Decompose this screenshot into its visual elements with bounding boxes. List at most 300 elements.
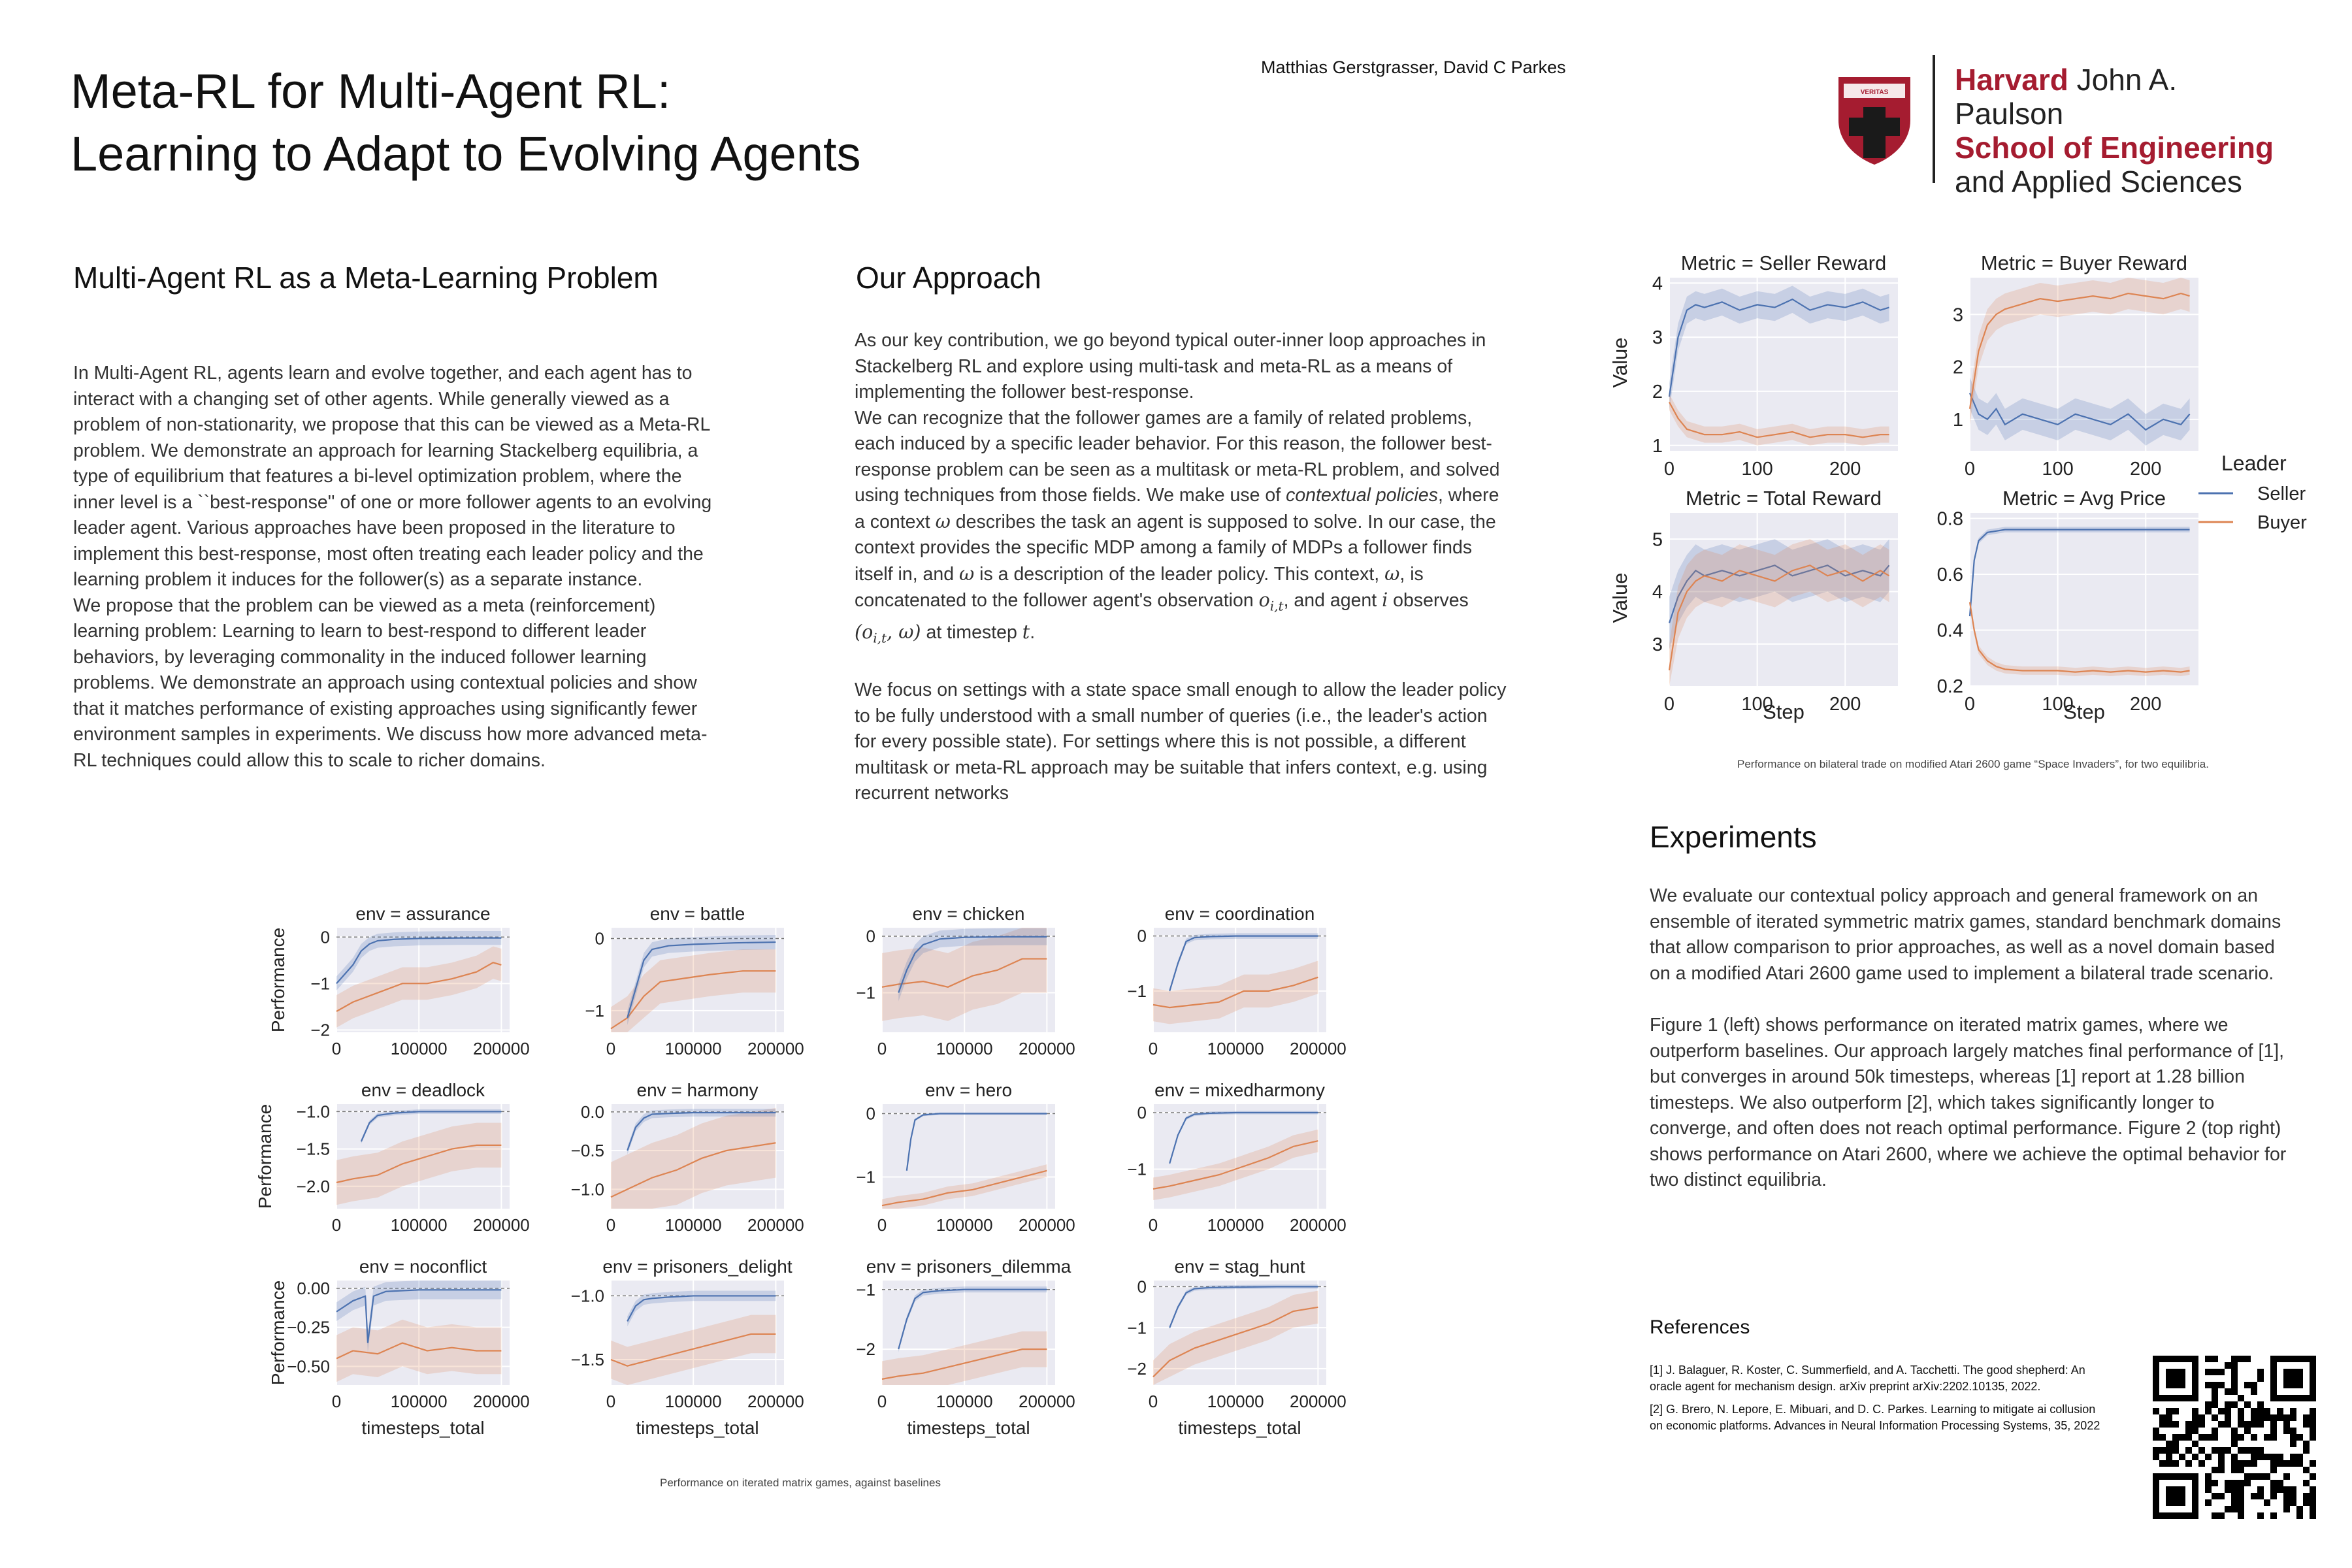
- logo-divider: [1933, 55, 1935, 183]
- qr-module: [2296, 1506, 2303, 1512]
- qr-module: [2238, 1512, 2244, 1519]
- x-tick-label: 200: [1829, 459, 1861, 480]
- qr-module: [2238, 1499, 2244, 1506]
- qr-module: [2310, 1486, 2316, 1493]
- qr-module: [2212, 1369, 2218, 1375]
- qr-module: [2225, 1486, 2231, 1493]
- x-tick-label: 0: [1148, 1039, 1158, 1058]
- qr-module: [2205, 1408, 2212, 1414]
- qr-module: [2257, 1421, 2264, 1428]
- panel-title: env = battle: [649, 904, 745, 924]
- qr-module: [2251, 1421, 2257, 1428]
- qr-module: [2166, 1414, 2172, 1421]
- y-tick-label: −0.5: [570, 1141, 604, 1161]
- y-axis-label: Performance: [268, 927, 288, 1033]
- qr-module: [2218, 1421, 2225, 1428]
- x-axis-label: Step: [2063, 700, 2105, 723]
- qr-module: [2238, 1434, 2244, 1441]
- qr-module: [2264, 1473, 2270, 1480]
- qr-module: [2212, 1447, 2218, 1454]
- qr-module: [2251, 1434, 2257, 1441]
- y-tick-label: 0: [866, 926, 875, 947]
- qr-finder: [2166, 1486, 2185, 1506]
- qr-module: [2153, 1454, 2159, 1460]
- qr-module: [2310, 1414, 2316, 1421]
- qr-module: [2205, 1486, 2212, 1493]
- qr-module: [2192, 1441, 2198, 1447]
- y-tick-label: 0: [320, 927, 330, 947]
- qr-module: [2277, 1486, 2283, 1493]
- qr-module: [2212, 1434, 2218, 1441]
- qr-module: [2192, 1421, 2198, 1428]
- qr-module: [2225, 1506, 2231, 1512]
- chart-panel: [1127, 1256, 1346, 1411]
- x-tick-label: 0: [877, 1392, 887, 1411]
- x-tick-label: 200000: [1289, 1392, 1347, 1411]
- qr-module: [2225, 1480, 2231, 1486]
- qr-module: [2264, 1454, 2270, 1460]
- x-tick-label: 100000: [1207, 1039, 1264, 1058]
- qr-module: [2257, 1408, 2264, 1414]
- logo-paulson: John A. Paulson: [1955, 63, 2178, 131]
- qr-module: [2238, 1395, 2244, 1401]
- chart-panel: [571, 1256, 804, 1411]
- x-axis-label: timesteps_total: [361, 1418, 485, 1438]
- x-tick-label: 200: [1829, 694, 1861, 715]
- qr-module: [2244, 1356, 2251, 1362]
- y-axis-label: Value: [1609, 337, 1631, 388]
- y-tick-label: 1: [1652, 435, 1663, 457]
- y-tick-label: −0.50: [287, 1356, 330, 1377]
- qr-module: [2231, 1388, 2238, 1395]
- qr-module: [2212, 1401, 2218, 1408]
- qr-module: [2172, 1441, 2179, 1447]
- x-tick-label: 0: [877, 1039, 887, 1058]
- x-tick-label: 200000: [1289, 1215, 1347, 1235]
- qr-module: [2283, 1414, 2290, 1421]
- qr-module: [2212, 1512, 2218, 1519]
- qr-module: [2283, 1473, 2290, 1480]
- x-tick-label: 200000: [747, 1392, 804, 1411]
- qr-module: [2296, 1460, 2303, 1467]
- qr-module: [2231, 1480, 2238, 1486]
- y-tick-label: −1.5: [570, 1350, 604, 1370]
- references-list: [1650, 1362, 2100, 1434]
- qr-module: [2205, 1369, 2212, 1375]
- qr-module: [2290, 1414, 2296, 1421]
- qr-module: [2277, 1460, 2283, 1467]
- x-tick-label: 0: [877, 1215, 887, 1235]
- qr-module: [2310, 1434, 2316, 1441]
- x-tick-label: 0: [331, 1039, 342, 1058]
- panel-title: env = noconflict: [359, 1256, 487, 1277]
- y-tick-label: 1: [1952, 409, 1963, 431]
- qr-module: [2238, 1447, 2244, 1454]
- qr-module: [2218, 1382, 2225, 1388]
- qr-module: [2244, 1421, 2251, 1428]
- qr-module: [2153, 1428, 2159, 1434]
- qr-module: [2257, 1375, 2264, 1382]
- x-tick-label: 0: [1964, 694, 1976, 715]
- qr-module: [2290, 1499, 2296, 1506]
- plot-area: [1970, 513, 2198, 686]
- x-tick-label: 0: [1964, 459, 1976, 480]
- x-tick-label: 0: [1148, 1392, 1158, 1411]
- qr-module: [2290, 1493, 2296, 1499]
- qr-module: [2238, 1421, 2244, 1428]
- x-tick-label: 100000: [936, 1039, 993, 1058]
- y-tick-label: 0.6: [1936, 564, 1963, 586]
- qr-module: [2257, 1454, 2264, 1460]
- y-tick-label: −1: [1127, 1318, 1147, 1338]
- y-tick-label: −1: [585, 1000, 604, 1021]
- qr-module: [2172, 1408, 2179, 1414]
- qr-module: [2198, 1460, 2205, 1467]
- x-tick-label: 100000: [936, 1392, 993, 1411]
- reference-item: [1] J. Balaguer, R. Koster, C. Summerfield, and A. Tacchetti. The good shepherd: An oracle agent for mechanism design. arXiv preprint arXiv:2202.10135, 2022.: [1650, 1364, 2085, 1393]
- bilateral-trade-figure: [1607, 248, 2326, 738]
- qr-module: [2277, 1414, 2283, 1421]
- y-axis-label: Performance: [268, 1280, 288, 1386]
- matrix-figure-caption: Performance on iterated matrix games, against baselines: [660, 1477, 941, 1489]
- qr-module: [2251, 1447, 2257, 1454]
- chart-panel: [1127, 1080, 1346, 1235]
- qr-module: [2257, 1512, 2264, 1519]
- qr-module: [2166, 1408, 2172, 1414]
- qr-module: [2231, 1486, 2238, 1493]
- chart-panel: [1937, 487, 2198, 715]
- qr-module: [2192, 1454, 2198, 1460]
- trade-figure-caption: Performance on bilateral trade on modified Atari 2600 game “Space Invaders”, for two equilibria.: [1737, 758, 2209, 770]
- qr-module: [2225, 1362, 2231, 1369]
- chart-panel: [1127, 904, 1346, 1058]
- qr-module: [2244, 1401, 2251, 1408]
- panel-title: env = chicken: [912, 904, 1025, 924]
- shield-motto: VERITAS: [1860, 89, 1889, 96]
- qr-module: [2303, 1499, 2310, 1506]
- qr-module: [2244, 1382, 2251, 1388]
- qr-module: [2192, 1414, 2198, 1421]
- x-tick-label: 100000: [390, 1392, 448, 1411]
- x-tick-label: 0: [1663, 694, 1675, 715]
- x-tick-label: 0: [606, 1039, 616, 1058]
- qr-module: [2218, 1408, 2225, 1414]
- x-tick-label: 0: [606, 1215, 616, 1235]
- qr-module: [2244, 1460, 2251, 1467]
- qr-module: [2310, 1428, 2316, 1434]
- qr-module: [2310, 1473, 2316, 1480]
- qr-module: [2251, 1388, 2257, 1395]
- qr-module: [2231, 1460, 2238, 1467]
- qr-module: [2238, 1480, 2244, 1486]
- qr-module: [2290, 1408, 2296, 1414]
- y-tick-label: −1: [856, 983, 875, 1003]
- x-tick-label: 200000: [1018, 1039, 1075, 1058]
- legend-label-Buyer: Buyer: [2257, 512, 2307, 533]
- y-tick-label: 4: [1652, 273, 1663, 295]
- x-axis-label: timesteps_total: [1178, 1418, 1301, 1438]
- qr-module: [2270, 1467, 2277, 1473]
- qr-module: [2238, 1493, 2244, 1499]
- section2-para1: As our key contribution, we go beyond typical outer-inner loop approaches in Stackelberg RL and explore using multi-task and meta-RL as a means of implementing the follower best-response.: [855, 330, 1486, 402]
- qr-module: [2218, 1493, 2225, 1499]
- qr-module: [2283, 1486, 2290, 1493]
- qr-module: [2172, 1447, 2179, 1454]
- x-tick-label: 200000: [747, 1039, 804, 1058]
- x-tick-label: 100000: [664, 1215, 722, 1235]
- qr-module: [2231, 1493, 2238, 1499]
- y-tick-label: −1.5: [296, 1139, 330, 1159]
- qr-module: [2212, 1414, 2218, 1421]
- x-tick-label: 200000: [472, 1392, 530, 1411]
- qr-module: [2270, 1434, 2277, 1441]
- x-tick-label: 100000: [1207, 1215, 1264, 1235]
- qr-module: [2205, 1480, 2212, 1486]
- y-tick-label: 0.00: [297, 1279, 330, 1299]
- qr-module: [2218, 1447, 2225, 1454]
- qr-module: [2277, 1454, 2283, 1460]
- y-tick-label: −0.25: [287, 1317, 330, 1337]
- qr-module: [2212, 1480, 2218, 1486]
- qr-module: [2251, 1414, 2257, 1421]
- qr-module: [2153, 1447, 2159, 1454]
- qr-module: [2296, 1512, 2303, 1519]
- qr-module: [2251, 1473, 2257, 1480]
- panel-title: env = assurance: [355, 904, 491, 924]
- qr-module: [2218, 1454, 2225, 1460]
- section2-body: [855, 328, 1508, 807]
- qr-module: [2238, 1460, 2244, 1467]
- legend-title: Leader: [2221, 451, 2287, 475]
- chart-panel: [571, 1080, 804, 1235]
- qr-module: [2212, 1356, 2218, 1362]
- qr-module: [2231, 1428, 2238, 1434]
- x-axis-label: Step: [1763, 700, 1805, 723]
- y-tick-label: 0.4: [1936, 620, 1963, 642]
- x-tick-label: 100: [2042, 694, 2074, 715]
- qr-finder: [2166, 1369, 2185, 1388]
- qr-module: [2238, 1486, 2244, 1493]
- y-tick-label: −1: [1127, 1159, 1147, 1179]
- section1-body: [73, 361, 727, 774]
- y-tick-label: −1: [856, 1279, 875, 1299]
- chart-panel: [287, 1256, 530, 1411]
- qr-module: [2212, 1493, 2218, 1499]
- x-tick-label: 0: [1148, 1215, 1158, 1235]
- qr-module: [2205, 1499, 2212, 1506]
- qr-module: [2172, 1434, 2179, 1441]
- qr-module: [2244, 1480, 2251, 1486]
- x-tick-label: 100000: [390, 1039, 448, 1058]
- qr-module: [2198, 1414, 2205, 1421]
- qr-module: [2310, 1499, 2316, 1506]
- qr-module: [2231, 1382, 2238, 1388]
- y-tick-label: 0.8: [1936, 508, 1963, 530]
- qr-module: [2159, 1447, 2166, 1454]
- qr-module: [2257, 1369, 2264, 1375]
- qr-module: [2192, 1428, 2198, 1434]
- qr-module: [2166, 1441, 2172, 1447]
- qr-module: [2159, 1434, 2166, 1441]
- qr-module: [2244, 1428, 2251, 1434]
- x-tick-label: 0: [606, 1392, 616, 1411]
- panel-title: Metric = Seller Reward: [1680, 252, 1887, 274]
- qr-module: [2225, 1408, 2231, 1414]
- x-tick-label: 100000: [390, 1215, 448, 1235]
- x-tick-label: 100000: [1207, 1392, 1264, 1411]
- x-tick-label: 0: [331, 1392, 342, 1411]
- qr-module: [2283, 1428, 2290, 1434]
- qr-module: [2238, 1356, 2244, 1362]
- qr-module: [2205, 1434, 2212, 1441]
- qr-module: [2185, 1434, 2192, 1441]
- reference-item: [2] G. Brero, N. Lepore, E. Mibuari, and D. C. Parkes. Learning to mitigate ai collusion on economic platforms. Advances in Neural Information Processing Systems, 35, 2022: [1650, 1403, 2100, 1432]
- qr-module: [2251, 1408, 2257, 1414]
- qr-module: [2231, 1434, 2238, 1441]
- y-tick-label: 3: [1952, 304, 1963, 326]
- qr-module: [2251, 1460, 2257, 1467]
- x-tick-label: 200000: [472, 1215, 530, 1235]
- y-tick-label: 4: [1652, 581, 1663, 603]
- y-tick-label: 3: [1652, 634, 1663, 655]
- y-tick-label: 3: [1652, 327, 1663, 349]
- qr-module: [2225, 1388, 2231, 1395]
- qr-module: [2153, 1434, 2159, 1441]
- y-tick-label: 0: [1137, 1103, 1147, 1123]
- chart-panel: [856, 1256, 1075, 1411]
- qr-module: [2192, 1408, 2198, 1414]
- qr-module: [2231, 1362, 2238, 1369]
- qr-module: [2218, 1460, 2225, 1467]
- qr-module: [2257, 1473, 2264, 1480]
- x-tick-label: 100: [2042, 459, 2074, 480]
- qr-module: [2225, 1447, 2231, 1454]
- x-tick-label: 200000: [1018, 1215, 1075, 1235]
- qr-module: [2179, 1454, 2185, 1460]
- x-tick-label: 100000: [936, 1215, 993, 1235]
- y-axis-label: Performance: [255, 1103, 275, 1209]
- qr-module: [2303, 1493, 2310, 1499]
- qr-module: [2212, 1395, 2218, 1401]
- x-tick-label: 100000: [664, 1392, 722, 1411]
- qr-module: [2310, 1421, 2316, 1428]
- qr-module: [2212, 1388, 2218, 1395]
- y-tick-label: 0: [866, 1103, 875, 1124]
- x-axis-label: timesteps_total: [907, 1418, 1030, 1438]
- y-tick-label: 0.0: [580, 1102, 604, 1122]
- chart-panel: [856, 904, 1075, 1058]
- qr-module: [2166, 1421, 2172, 1428]
- qr-module: [2283, 1421, 2290, 1428]
- qr-module: [2264, 1408, 2270, 1414]
- experiments-body: [1650, 883, 2296, 1194]
- qr-module: [2166, 1454, 2172, 1460]
- qr-module: [2270, 1421, 2277, 1428]
- qr-module: [2257, 1414, 2264, 1421]
- qr-module: [2283, 1460, 2290, 1467]
- qr-module: [2264, 1499, 2270, 1506]
- y-tick-label: −1: [310, 973, 330, 994]
- qr-module: [2303, 1467, 2310, 1473]
- qr-module: [2238, 1467, 2244, 1473]
- matrix-games-figure: [248, 898, 1359, 1441]
- chart-panel: [1652, 487, 1898, 715]
- qr-module: [2238, 1414, 2244, 1421]
- panel-title: env = deadlock: [361, 1080, 485, 1100]
- qr-module: [2283, 1493, 2290, 1499]
- legend: [2198, 451, 2307, 533]
- y-tick-label: −2: [1127, 1359, 1147, 1379]
- experiments-para1: We evaluate our contextual policy approach and general framework on an ensemble of iterated symmetric matrix games, standard benchmark domains that allow comparison to prior approaches, as well as a novel domain based on a modified Atari 2600 game used to implement a bilateral trade scenario.: [1650, 885, 2281, 984]
- references-heading: References: [1650, 1316, 1750, 1338]
- qr-module: [2218, 1512, 2225, 1519]
- y-tick-label: 0.2: [1936, 676, 1963, 698]
- logo-school: School of Engineering: [1955, 131, 2274, 165]
- panel-title: env = prisoners_dilemma: [866, 1256, 1071, 1277]
- qr-module: [2231, 1454, 2238, 1460]
- panel-title: Metric = Buyer Reward: [1980, 252, 2188, 274]
- authors: Matthias Gerstgrasser, David C Parkes: [1261, 57, 1566, 77]
- qr-module: [2251, 1493, 2257, 1499]
- qr-module: [2198, 1447, 2205, 1454]
- harvard-shield-icon: [1836, 74, 1913, 166]
- qr-module: [2303, 1421, 2310, 1428]
- section1-para2: We propose that the problem can be viewed as a meta (reinforcement) learning problem: Learning to learn to best-respond to different leader behaviors, by leveraging commonality in the induced follower learning problems. We demonstrate an approach using contextual policies and show that it matches performance of existing approaches using significantly fewer environment samples in experiments. We discuss how more advanced meta-RL techniques could allow this to scale to richer domains.: [73, 595, 708, 771]
- x-tick-label: 200000: [472, 1039, 530, 1058]
- experiments-para2: Figure 1 (left) shows performance on iterated matrix games, where we outperform baselines. Our approach largely matches final performance of [1], but converges in around 50k timesteps, whereas [1] report at 1.28 billion timesteps. We also outperform [2], which takes significantly longer to converge, and often does not reach optimal performance. Figure 2 (top right) shows performance on Atari 2600, where we achieve the optimal behavior for two distinct equilibria.: [1650, 1015, 2287, 1190]
- qr-module: [2270, 1493, 2277, 1499]
- logo-harvard: Harvard: [1955, 63, 2068, 97]
- qr-module: [2244, 1447, 2251, 1454]
- qr-module: [2290, 1434, 2296, 1441]
- y-tick-label: −1.0: [570, 1179, 604, 1200]
- qr-module: [2251, 1382, 2257, 1388]
- qr-module: [2212, 1467, 2218, 1473]
- qr-module: [2225, 1401, 2231, 1408]
- qr-module: [2303, 1480, 2310, 1486]
- y-tick-label: −1: [1127, 981, 1147, 1001]
- poster-title: [71, 60, 861, 186]
- qr-module: [2310, 1512, 2316, 1519]
- qr-module: [2296, 1434, 2303, 1441]
- qr-module: [2166, 1460, 2172, 1467]
- qr-module: [2264, 1434, 2270, 1441]
- qr-module: [2225, 1414, 2231, 1421]
- panel-title: env = prisoners_delight: [602, 1256, 792, 1277]
- qr-module: [2310, 1408, 2316, 1414]
- panel-title: Metric = Total Reward: [1685, 487, 1882, 510]
- qr-module: [2205, 1401, 2212, 1408]
- qr-module: [2310, 1493, 2316, 1499]
- qr-module: [2172, 1421, 2179, 1428]
- y-tick-label: −1.0: [570, 1286, 604, 1306]
- harvard-seas-logo: [1836, 55, 2293, 199]
- qr-module: [2290, 1454, 2296, 1460]
- qr-module: [2290, 1428, 2296, 1434]
- y-tick-label: −2: [856, 1339, 875, 1360]
- x-tick-label: 200000: [1289, 1039, 1347, 1058]
- qr-module: [2257, 1401, 2264, 1408]
- chart-panel: [1652, 252, 1898, 480]
- qr-module: [2185, 1421, 2192, 1428]
- y-tick-label: 0: [1137, 926, 1147, 946]
- qr-module: [2225, 1421, 2231, 1428]
- qr-module: [2198, 1421, 2205, 1428]
- qr-module: [2231, 1375, 2238, 1382]
- qr-module: [2310, 1460, 2316, 1467]
- qr-code-icon: [2153, 1356, 2316, 1519]
- qr-module: [2218, 1467, 2225, 1473]
